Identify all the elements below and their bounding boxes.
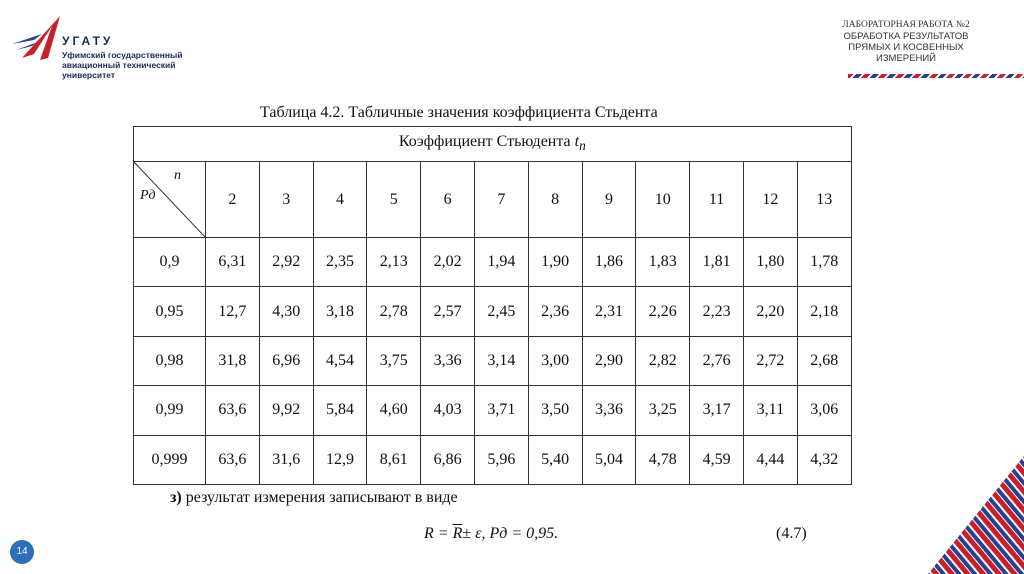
lab-title-line1: ЛАБОРАТОРНАЯ РАБОТА №2 — [842, 20, 970, 30]
table-cell: 3,25 — [636, 386, 690, 435]
table-cell: 8,61 — [367, 435, 421, 484]
table-cell: 5,84 — [313, 386, 367, 435]
table-cell: 31,6 — [259, 435, 313, 484]
column-header: 4 — [313, 162, 367, 238]
row-probability: 0,99 — [134, 386, 206, 435]
table-cell: 1,94 — [474, 238, 528, 287]
table-cell: 1,90 — [528, 238, 582, 287]
list-item-marker: з) — [170, 489, 182, 506]
table-cell: 2,90 — [582, 336, 636, 385]
table-cell: 2,26 — [636, 287, 690, 336]
table-cell: 4,03 — [421, 386, 475, 435]
table-cell: 31,8 — [206, 336, 260, 385]
table-row — [134, 287, 852, 336]
table-cell: 4,59 — [690, 435, 744, 484]
table-cell: 6,31 — [206, 238, 260, 287]
equation-number: (4.7) — [776, 525, 807, 542]
table-cell: 4,78 — [636, 435, 690, 484]
table-title-symbol: t — [574, 133, 580, 151]
table-cell: 12,7 — [206, 287, 260, 336]
decorative-corner-pattern-icon — [928, 456, 1024, 574]
table-cell: 1,78 — [797, 238, 851, 287]
table-cell: 4,30 — [259, 287, 313, 336]
table-cell: 1,86 — [582, 238, 636, 287]
table-cell: 63,6 — [206, 435, 260, 484]
table-cell: 3,50 — [528, 386, 582, 435]
table-title-subscript: n — [579, 138, 586, 154]
table-cell: 2,36 — [528, 287, 582, 336]
table-cell: 2,68 — [797, 336, 851, 385]
table-cell: 3,11 — [743, 386, 797, 435]
column-header: 12 — [743, 162, 797, 238]
page-number-badge: 14 — [10, 540, 34, 564]
corner-column-label: n — [174, 168, 181, 183]
table-cell: 4,32 — [797, 435, 851, 484]
table-cell: 3,71 — [474, 386, 528, 435]
table-cell: 9,92 — [259, 386, 313, 435]
column-header: 8 — [528, 162, 582, 238]
table-cell: 2,78 — [367, 287, 421, 336]
column-header: 10 — [636, 162, 690, 238]
row-probability: 0,999 — [134, 435, 206, 484]
lab-title-subtitle: ОБРАБОТКА РЕЗУЛЬТАТОВ ПРЯМЫХ И КОСВЕННЫХ ИЗМЕРЕНИЙ — [843, 31, 969, 64]
table-cell: 4,44 — [743, 435, 797, 484]
formula-rest: ± ε, Pд = 0,95. — [462, 525, 559, 542]
table-cell: 2,92 — [259, 238, 313, 287]
organization-abbreviation: УГАТУ — [62, 34, 114, 48]
row-probability: 0,95 — [134, 287, 206, 336]
table-cell: 2,76 — [690, 336, 744, 385]
formula-mean: $\overline{R}$ — [452, 525, 463, 542]
table-cell: 2,02 — [421, 238, 475, 287]
table-corner-cell — [134, 162, 206, 238]
formula-lhs: R = — [424, 525, 453, 542]
table-title-cell — [134, 127, 852, 162]
row-probability: 0,98 — [134, 336, 206, 385]
table-cell: 6,96 — [259, 336, 313, 385]
formula — [424, 525, 558, 543]
table-row — [134, 435, 852, 484]
table-cell: 3,00 — [528, 336, 582, 385]
table-cell: 2,35 — [313, 238, 367, 287]
table-cell: 2,72 — [743, 336, 797, 385]
student-coefficient-table — [133, 126, 852, 485]
organization-full-name: Уфимский государственный авиационный технический университет — [62, 50, 183, 80]
table-cell: 4,54 — [313, 336, 367, 385]
table-cell: 5,96 — [474, 435, 528, 484]
corner-row-label: Pд — [140, 188, 156, 203]
table-cell: 3,18 — [313, 287, 367, 336]
table-cell: 2,20 — [743, 287, 797, 336]
table-cell: 1,80 — [743, 238, 797, 287]
table-cell: 2,82 — [636, 336, 690, 385]
table-cell: 2,18 — [797, 287, 851, 336]
table-cell: 5,04 — [582, 435, 636, 484]
table-row — [134, 386, 852, 435]
table-cell: 1,81 — [690, 238, 744, 287]
table-cell: 5,40 — [528, 435, 582, 484]
table-cell: 2,45 — [474, 287, 528, 336]
table-row — [134, 238, 852, 287]
column-header: 3 — [259, 162, 313, 238]
table-cell: 3,36 — [421, 336, 475, 385]
column-header: 13 — [797, 162, 851, 238]
column-header: 7 — [474, 162, 528, 238]
column-header: 9 — [582, 162, 636, 238]
table-cell: 63,6 — [206, 386, 260, 435]
table-cell: 2,23 — [690, 287, 744, 336]
table-cell: 2,13 — [367, 238, 421, 287]
column-header: 11 — [690, 162, 744, 238]
table-cell: 1,83 — [636, 238, 690, 287]
decorative-stripe — [848, 74, 1024, 78]
table-cell: 2,57 — [421, 287, 475, 336]
list-item — [170, 489, 458, 507]
table-caption: Таблица 4.2. Табличные значения коэффициента Стьдента — [260, 104, 658, 121]
table-cell: 12,9 — [313, 435, 367, 484]
lab-title — [826, 20, 986, 64]
table-cell: 4,60 — [367, 386, 421, 435]
table-cell: 3,17 — [690, 386, 744, 435]
column-header: 2 — [206, 162, 260, 238]
table-cell: 3,14 — [474, 336, 528, 385]
column-header: 6 — [421, 162, 475, 238]
table-cell: 3,75 — [367, 336, 421, 385]
column-header: 5 — [367, 162, 421, 238]
table-title: Коэффициент Стьюдента — [398, 133, 571, 151]
table-title-row — [134, 127, 852, 162]
list-item-text: результат измерения записывают в виде — [185, 489, 458, 506]
table-header-row — [134, 162, 852, 238]
organization-block — [62, 34, 202, 80]
table-cell: 3,06 — [797, 386, 851, 435]
table-cell: 2,31 — [582, 287, 636, 336]
row-probability: 0,9 — [134, 238, 206, 287]
table-cell: 6,86 — [421, 435, 475, 484]
table-row — [134, 336, 852, 385]
table-cell: 3,36 — [582, 386, 636, 435]
